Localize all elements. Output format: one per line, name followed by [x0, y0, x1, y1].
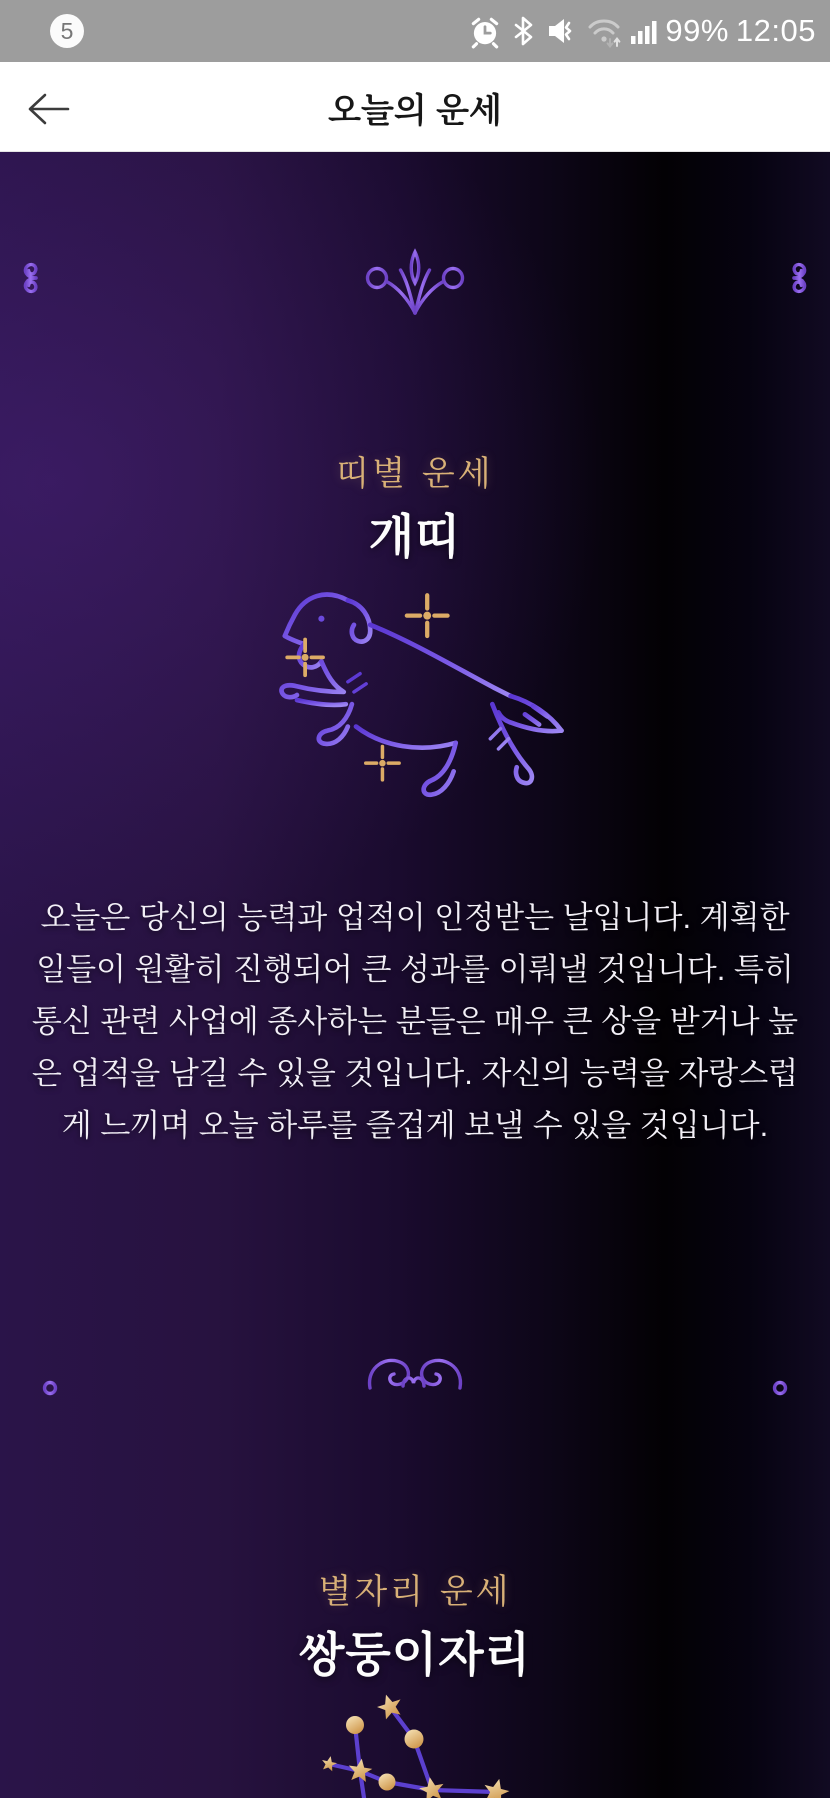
- status-bar: [0, 0, 830, 62]
- alarm-icon: [468, 13, 502, 49]
- fortune-content: [0, 152, 830, 1798]
- battery-percent: 99%: [665, 13, 729, 48]
- sparkle-icon: [407, 595, 448, 636]
- constellation-sign-name: 쌍둥이자리: [298, 1628, 531, 1681]
- back-arrow-icon: [26, 92, 70, 126]
- app-bar: [0, 62, 830, 152]
- ornamental-divider-middle: [40, 1350, 790, 1426]
- gemini-constellation-illustration: [288, 1692, 568, 1798]
- wifi-icon: [585, 13, 623, 49]
- zodiac-sign-name: 개띠: [368, 510, 462, 563]
- notification-badge: [50, 14, 84, 48]
- ornamental-divider-top: [20, 212, 810, 336]
- sparkle-icon: [366, 746, 399, 779]
- dog-illustration: [262, 578, 568, 812]
- bluetooth-icon: [509, 14, 539, 48]
- zodiac-section-label: 띠별 운세: [336, 454, 494, 494]
- constellation-section-label: 별자리 운세: [318, 1572, 512, 1612]
- page-title: 오늘의 운세: [328, 91, 502, 130]
- back-button[interactable]: [22, 83, 74, 135]
- clock: 12:05: [735, 13, 816, 48]
- notification-count: 5: [60, 17, 74, 44]
- status-icons: [468, 13, 816, 49]
- mute-icon: [546, 14, 578, 48]
- zodiac-fortune-text: 오늘은 당신의 능력과 업적이 인정받는 날입니다. 계획한 일들이 원활히 진행되어 큰 성과를 이뤄낼 것입니다. 특히 통신 관련 사업에 종사하는 분들은 매우 큰 상을 받거나 높은 업적을 남길 수 있을 것입니다. 자신의 능력을 자랑스럽게 느끼며 오늘 하루를 즐겁게 보낼 수 있을 것입니다.: [31, 900, 799, 1143]
- signal-icon: [630, 14, 658, 48]
- sparkle-icon: [287, 639, 323, 675]
